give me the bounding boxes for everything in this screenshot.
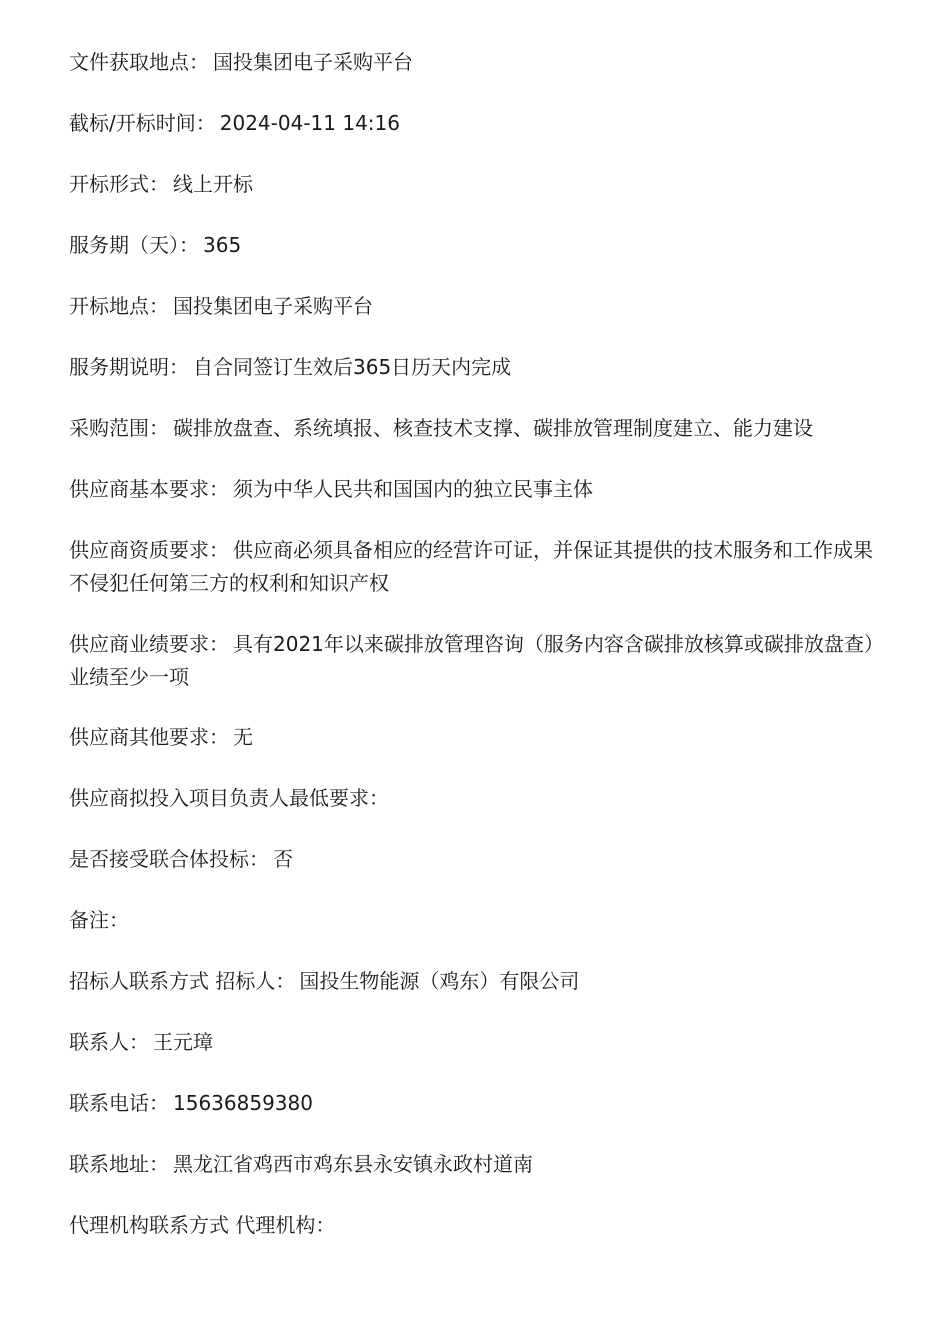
field-label: 备注： bbox=[69, 908, 129, 932]
field-remarks bbox=[69, 904, 881, 937]
field-supplier-performance bbox=[69, 628, 881, 694]
field-value: 国投生物能源（鸡东）有限公司 bbox=[299, 969, 580, 993]
field-value: 否 bbox=[273, 847, 293, 871]
field-service-description bbox=[69, 351, 881, 384]
field-label: 采购范围： bbox=[69, 416, 169, 440]
field-value: 黑龙江省鸡西市鸡东县永安镇永政村道南 bbox=[173, 1152, 533, 1176]
field-consortium-bid bbox=[69, 843, 881, 876]
field-label: 联系人： bbox=[69, 1030, 149, 1054]
field-label: 供应商资质要求： bbox=[69, 538, 229, 562]
field-value: 365 bbox=[203, 233, 242, 257]
field-label: 服务期（天）： bbox=[69, 233, 199, 257]
field-contact-address bbox=[69, 1148, 881, 1181]
field-procurement-scope bbox=[69, 412, 881, 445]
field-tenderer bbox=[69, 965, 881, 998]
field-contact-person bbox=[69, 1026, 881, 1059]
field-value: 供应商必须具备相应的经营许可证，并保证其提供的技术服务和工作成果不侵犯任何第三方的权利和知识产权 bbox=[69, 538, 873, 595]
field-label: 供应商其他要求： bbox=[69, 725, 229, 749]
field-label: 供应商拟投入项目负责人最低要求： bbox=[69, 786, 389, 810]
field-label: 招标人联系方式 招标人： bbox=[69, 969, 296, 993]
field-label: 代理机构联系方式 代理机构： bbox=[69, 1213, 336, 1237]
field-bid-time bbox=[69, 107, 881, 140]
field-label: 联系电话： bbox=[69, 1091, 169, 1115]
field-value: 碳排放盘查、系统填报、核查技术支撑、碳排放管理制度建立、能力建设 bbox=[173, 416, 813, 440]
field-agency bbox=[69, 1209, 881, 1242]
field-service-days bbox=[69, 229, 881, 262]
field-value: 具有2021年以来碳排放管理咨询（服务内容含碳排放核算或碳排放盘查）业绩至少一项 bbox=[69, 632, 874, 689]
field-value: 自合同签订生效后365日历天内完成 bbox=[193, 355, 512, 379]
field-value: 无 bbox=[233, 725, 253, 749]
field-supplier-other-requirements bbox=[69, 721, 881, 754]
field-label: 供应商基本要求： bbox=[69, 477, 229, 501]
field-supplier-qualification bbox=[69, 534, 881, 600]
field-bid-location bbox=[69, 290, 881, 323]
field-label: 文件获取地点： bbox=[69, 50, 209, 74]
field-supplier-basic-requirements bbox=[69, 473, 881, 506]
field-value: 2024-04-11 14:16 bbox=[219, 111, 400, 135]
field-label: 供应商业绩要求： bbox=[69, 632, 229, 656]
field-contact-phone bbox=[69, 1087, 881, 1120]
field-label: 是否接受联合体投标： bbox=[69, 847, 269, 871]
field-label: 开标形式： bbox=[69, 172, 169, 196]
field-value: 国投集团电子采购平台 bbox=[213, 50, 413, 74]
field-value: 15636859380 bbox=[173, 1091, 313, 1115]
field-label: 截标/开标时间： bbox=[69, 111, 216, 135]
field-project-lead-requirements bbox=[69, 782, 881, 815]
field-label: 联系地址： bbox=[69, 1152, 169, 1176]
field-value: 线上开标 bbox=[173, 172, 253, 196]
field-value: 王元璋 bbox=[153, 1030, 213, 1054]
field-label: 服务期说明： bbox=[69, 355, 189, 379]
field-value: 国投集团电子采购平台 bbox=[173, 294, 373, 318]
field-bid-form bbox=[69, 168, 881, 201]
field-file-location bbox=[69, 46, 881, 79]
field-label: 开标地点： bbox=[69, 294, 169, 318]
field-value: 须为中华人民共和国国内的独立民事主体 bbox=[233, 477, 593, 501]
